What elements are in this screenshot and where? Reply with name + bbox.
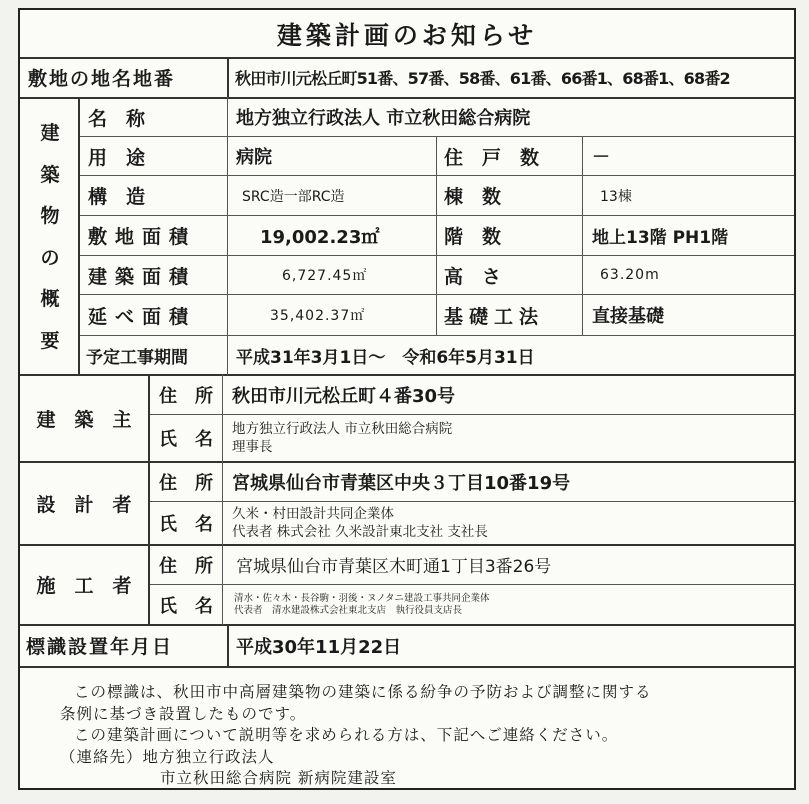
divider xyxy=(78,97,80,375)
owner-name-line1: 地方独立行政法人 市立秋田総合病院 xyxy=(232,421,453,437)
contractor-name-line2: 代表者 清水建設株式会社東北支店 執行役員支店長 xyxy=(234,604,463,616)
notice-line: この標識は、秋田市中高層建築物の建築に係る紛争の予防および調整に関する xyxy=(74,683,652,701)
structure-value: SRC造一部RC造 xyxy=(242,188,345,205)
notice-line: （連絡先）地方独立行政法人 xyxy=(60,747,275,766)
group-label-char: 築 xyxy=(40,163,60,186)
period-label: 予定工事期間 xyxy=(86,347,188,368)
owner-label: 建 築 主 xyxy=(36,408,132,431)
units-value: － xyxy=(592,147,610,168)
owner-address-label: 住 所 xyxy=(159,385,213,407)
use-label: 用 途 xyxy=(88,146,146,169)
group-label-char: 概 xyxy=(40,288,60,311)
height-value: 63.20m xyxy=(600,267,660,283)
owner-name-line2: 理事長 xyxy=(232,439,273,455)
designer-label: 設 計 者 xyxy=(36,493,132,516)
site-address-value: 秋田市川元松丘町51番、57番、58番、61番、66番1、68番1、68番2 xyxy=(235,69,730,88)
designer-name-line2: 代表者 株式会社 久米設計東北支社 支社長 xyxy=(232,524,488,540)
building-area-value: 6,727.45㎡ xyxy=(282,268,368,284)
floors-value: 地上13階 PH1階 xyxy=(592,228,729,248)
owner-name-label: 氏 名 xyxy=(159,429,213,450)
buildings-value: 13棟 xyxy=(600,188,632,205)
floors-label: 階 数 xyxy=(444,226,502,248)
divider xyxy=(20,666,794,668)
contractor-name-label: 氏 名 xyxy=(159,595,213,617)
units-label: 住 戸 数 xyxy=(444,146,540,169)
foundation-label: 基礎工法 xyxy=(444,305,545,328)
buildings-label: 棟 数 xyxy=(444,186,502,208)
divider xyxy=(227,97,228,375)
contractor-name-line1: 清水・佐々木・長谷駒・羽後・ヌノタニ建設工事共同企業体 xyxy=(234,592,490,604)
building-area-label: 建築面積 xyxy=(88,265,197,288)
designer-address-label: 住 所 xyxy=(159,472,213,494)
group-label-char: 建 xyxy=(40,122,60,144)
owner-address-value: 秋田市川元松丘町４番30号 xyxy=(232,385,456,407)
foundation-value: 直接基礎 xyxy=(592,306,664,327)
site-label: 敷地の地名地番 xyxy=(28,68,176,90)
divider xyxy=(227,624,229,667)
divider xyxy=(582,136,583,335)
contractor-address-label: 住 所 xyxy=(159,555,213,577)
designer-name-label: 氏 名 xyxy=(159,514,213,535)
designer-name-value xyxy=(232,502,790,544)
contractor-label: 施 工 者 xyxy=(36,575,132,597)
building-name-value: 地方独立行政法人 市立秋田総合病院 xyxy=(236,108,531,129)
notice-line: 条例に基づき設置したものです。 xyxy=(60,704,307,723)
divider xyxy=(436,136,437,335)
building-overview-label xyxy=(34,118,66,353)
notice-line: 市立秋田総合病院 新病院建設室 xyxy=(160,769,397,787)
structure-label: 構 造 xyxy=(88,186,146,208)
notice-text xyxy=(60,682,780,790)
group-label-char: 要 xyxy=(40,329,60,352)
installed-value: 平成30年11月22日 xyxy=(236,636,402,658)
floor-area-label: 延べ面積 xyxy=(88,305,197,328)
contractor-address-value: 宮城県仙台市青葉区木町通1丁目3番26号 xyxy=(236,557,552,577)
contractor-name-value xyxy=(234,585,790,624)
page-title: 建築計画のお知らせ xyxy=(276,21,538,50)
notice-board xyxy=(18,8,796,790)
site-area-value: 19,002.23㎡ xyxy=(260,226,380,248)
designer-name-line1: 久米・村田設計共同企業体 xyxy=(232,506,394,522)
designer-address-value: 宮城県仙台市青葉区中央３丁目10番19号 xyxy=(232,472,571,494)
divider xyxy=(222,374,223,625)
site-area-label: 敷地面積 xyxy=(88,226,197,248)
use-value: 病院 xyxy=(236,147,272,168)
floor-area-value: 35,402.37㎡ xyxy=(270,308,366,324)
group-label-char: の xyxy=(40,246,60,269)
building-name-label: 名 称 xyxy=(88,107,146,130)
notice-line: この建築計画について説明等を求められる方は、下記へご連絡ください。 xyxy=(74,726,619,744)
installed-label: 標識設置年月日 xyxy=(26,636,174,658)
period-value: 平成31年3月1日～ 令和6年5月31日 xyxy=(236,347,535,368)
owner-name-value xyxy=(232,415,790,461)
group-label-char: 物 xyxy=(40,205,60,228)
divider xyxy=(227,57,229,98)
height-label: 高 さ xyxy=(444,265,502,288)
